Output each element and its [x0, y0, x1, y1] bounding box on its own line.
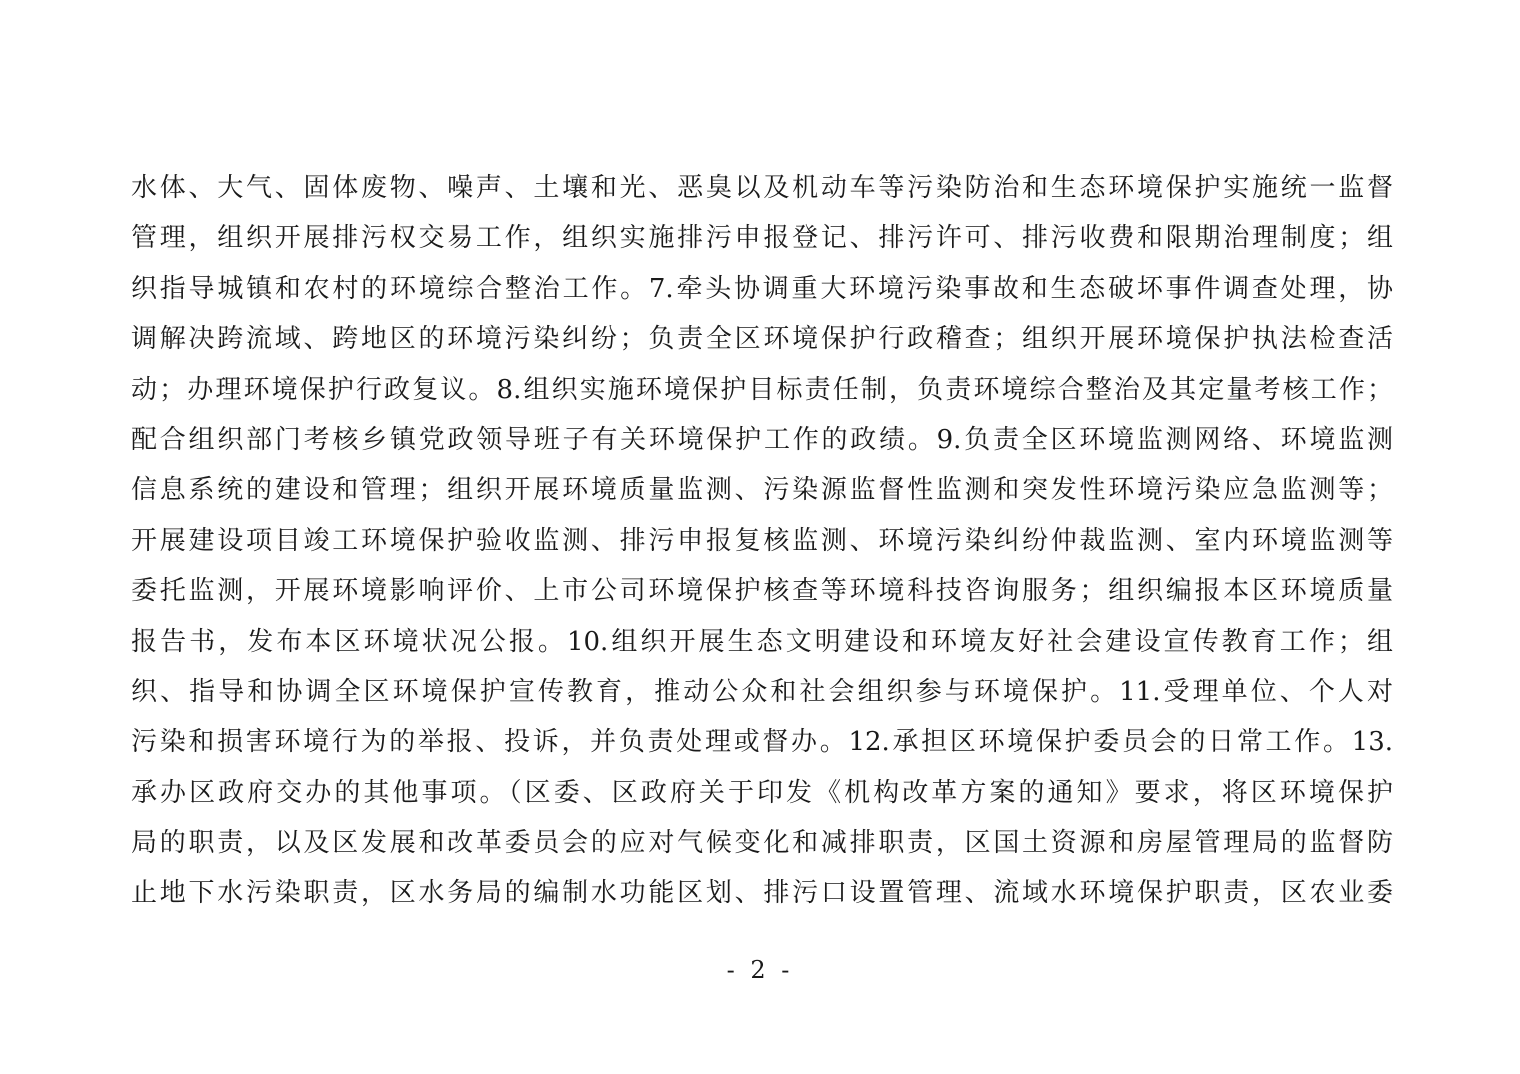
text-line: 调解决跨流域、跨地区的环境污染纠纷；负责全区环境保护行政稽查；组织开展环境保护执法检查活 [131, 324, 1393, 355]
text-line: 动；办理环境保护行政复议。8.组织实施环境保护目标责任制，负责环境综合整治及其定量考核工作； [131, 374, 1393, 405]
text-line: 配合组织部门考核乡镇党政领导班子有关环境保护工作的政绩。9.负责全区环境监测网络、环境监测 [131, 424, 1393, 455]
text-line: 污染和损害环境行为的举报、投诉，并负责处理或督办。12.承担区环境保护委员会的日常工作。13. [131, 727, 1393, 758]
text-line: 开展建设项目竣工环境保护验收监测、排污申报复核监测、环境污染纠纷仲裁监测、室内环境监测等 [131, 525, 1393, 556]
text-line: 止地下水污染职责，区水务局的编制水功能区划、排污口设置管理、流域水环境保护职责，区农业委 [131, 878, 1393, 909]
text-line: 承办区政府交办的其他事项。（区委、区政府关于印发《机构改革方案的通知》要求，将区环境保护 [131, 777, 1393, 808]
text-line: 织指导城镇和农村的环境综合整治工作。7.牵头协调重大环境污染事故和生态破坏事件调查处理，协 [131, 273, 1393, 304]
text-line: 织、指导和协调全区环境保护宣传教育，推动公众和社会组织参与环境保护。11.受理单位、个人对 [131, 676, 1393, 707]
page-number: - 2 - [726, 956, 794, 984]
body-text [131, 163, 1393, 919]
text-line: 信息系统的建设和管理；组织开展环境质量监测、污染源监督性监测和突发性环境污染应急监测等； [131, 475, 1393, 506]
text-line: 水体、大气、固体废物、噪声、土壤和光、恶臭以及机动车等污染防治和生态环境保护实施统一监督 [131, 173, 1393, 203]
text-line: 报告书，发布本区环境状况公报。10.组织开展生态文明建设和环境友好社会建设宣传教育工作；组 [131, 626, 1393, 657]
text-line: 委托监测，开展环境影响评价、上市公司环境保护核查等环境科技咨询服务；组织编报本区环境质量 [131, 576, 1393, 607]
text-line: 局的职责，以及区发展和改革委员会的应对气候变化和减排职责，区国土资源和房屋管理局的监督防 [131, 828, 1393, 859]
text-line: 管理，组织开展排污权交易工作，组织实施排污申报登记、排污许可、排污收费和限期治理制度；组 [131, 223, 1393, 254]
